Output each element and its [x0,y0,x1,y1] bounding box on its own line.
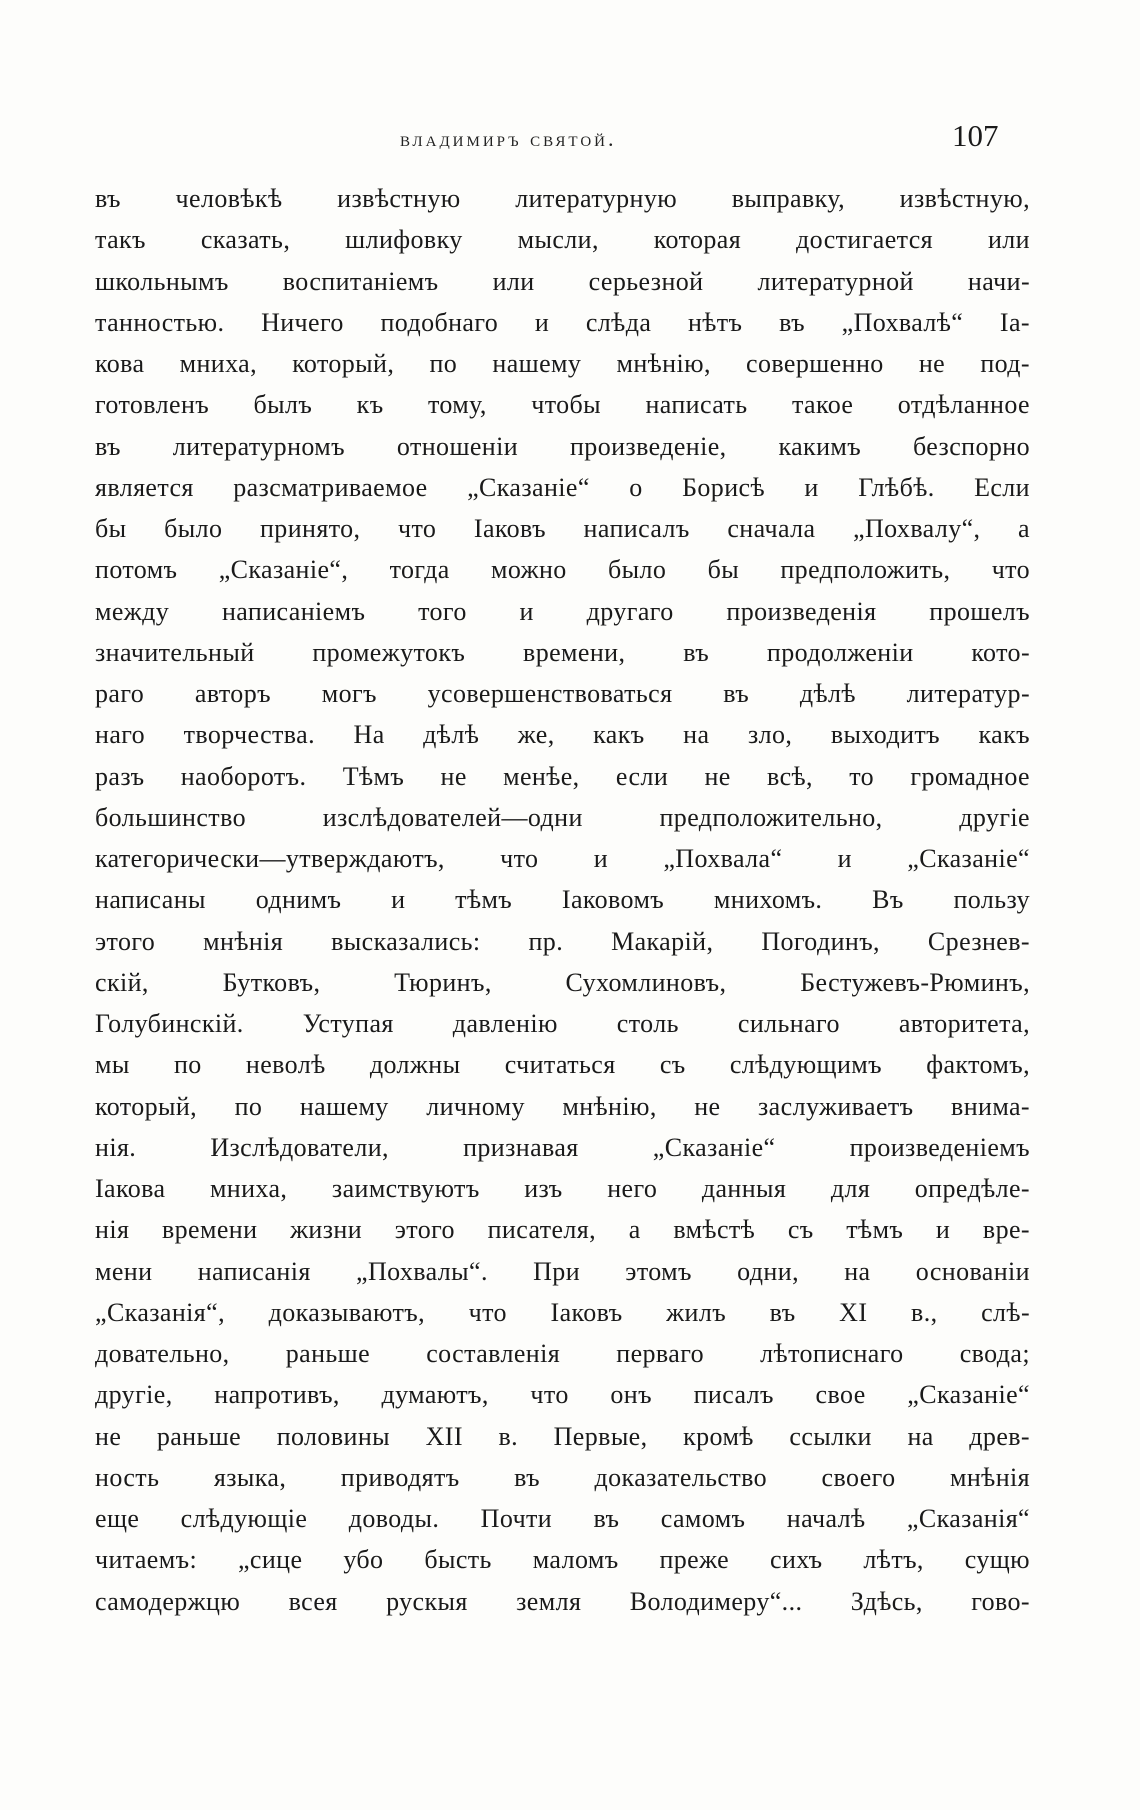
text-line: наго творчества. На дѣлѣ же, какъ на зло, выходитъ какъ [95,720,1030,750]
text-line: нія времени жизни этого писателя, а вмѣстѣ съ тѣмъ и вре- [95,1215,1030,1245]
text-line: готовленъ былъ къ тому, чтобы написать такое отдѣланное [95,390,1030,420]
text-line: потомъ „Сказаніе“, тогда можно было бы предположить, что [95,555,1030,585]
text-line: не раньше половины XII в. Первые, кромѣ ссылки на древ- [95,1421,1030,1451]
text-line: написаны однимъ и тѣмъ Іаковомъ мнихомъ. Въ пользу [95,885,1030,915]
text-line: другіе, напротивъ, думаютъ, что онъ писалъ свое „Сказаніе“ [95,1380,1030,1410]
text-line: большинство изслѣдователей—одни предположительно, другіе [95,802,1030,832]
text-line: бы было принято, что Іаковъ написалъ сначала „Похвалу“, а [95,514,1030,543]
text-line: танностью. Ничего подобнаго и слѣда нѣтъ въ „Похвалѣ“ Іа- [95,307,1030,337]
text-line: самодержцю всея рускыя земля Володимеру“... Здѣсь, гово- [95,1586,1030,1616]
text-line: категорически—утверждаютъ, что и „Похвала“ и „Сказаніе“ [95,844,1030,873]
text-line: разъ наоборотъ. Тѣмъ не менѣе, если не всѣ, то громадное [95,761,1030,791]
text-line: этого мнѣнія высказались: пр. Макарій, Погодинъ, Срезнев- [95,926,1030,956]
text-line: школьнымъ воспитаніемъ или серьезной литературной начи- [95,266,1030,296]
text-line: такъ сказать, шлифовку мысли, которая достигается или [95,225,1030,255]
text-line: еще слѣдующіе доводы. Почти въ самомъ началѣ „Сказанія“ [95,1504,1030,1533]
text-line: кова мниха, который, по нашему мнѣнію, совершенно не под- [95,349,1030,378]
text-line: „Сказанія“, доказываютъ, что Іаковъ жилъ въ XI в., слѣ- [95,1297,1030,1327]
text-line: Іакова мниха, заимствуютъ изъ него данныя для опредѣле- [95,1174,1030,1203]
text-line: между написаніемъ того и другаго произведенія прошелъ [95,596,1030,626]
text-line: въ человѣкѣ извѣстную литературную выправку, извѣстную, [95,184,1030,213]
text-line: является разсматриваемое „Сказаніе“ о Борисѣ и Глѣбѣ. Если [95,472,1030,502]
text-line: въ литературномъ отношеніи произведеніе, какимъ безспорно [95,431,1030,461]
running-title: владимиръ святой. [400,126,617,151]
text-line: который, по нашему личному мнѣнію, не заслуживаетъ внима- [95,1091,1030,1121]
text-line: раго авторъ могъ усовершенствоваться въ дѣлѣ литератур- [95,679,1030,708]
text-line: скій, Бутковъ, Тюринъ, Сухомлиновъ, Бестужевъ-Рюминъ, [95,967,1030,997]
text-line: мы по неволѣ должны считаться съ слѣдующимъ фактомъ, [95,1050,1030,1080]
text-line: Голубинскій. Уступая давленію столь сильнаго авторитета, [95,1009,1030,1038]
text-line: ность языка, приводятъ въ доказательство своего мнѣнія [95,1462,1030,1492]
text-line: читаемъ: „сице убо бысть маломъ преже сихъ лѣтъ, сущю [95,1545,1030,1575]
text-line: значительный промежутокъ времени, въ продолженіи кото- [95,637,1030,667]
text-line: нія. Изслѣдователи, признавая „Сказаніе“ произведеніемъ [95,1132,1030,1162]
text-line: мени написанія „Похвалы“. При этомъ одни, на основаніи [95,1256,1030,1286]
body-text [95,178,1030,1622]
page-number: 107 [952,118,999,153]
running-head [0,118,1140,158]
text-line: довательно, раньше составленія перваго лѣтописнаго свода; [95,1339,1030,1368]
